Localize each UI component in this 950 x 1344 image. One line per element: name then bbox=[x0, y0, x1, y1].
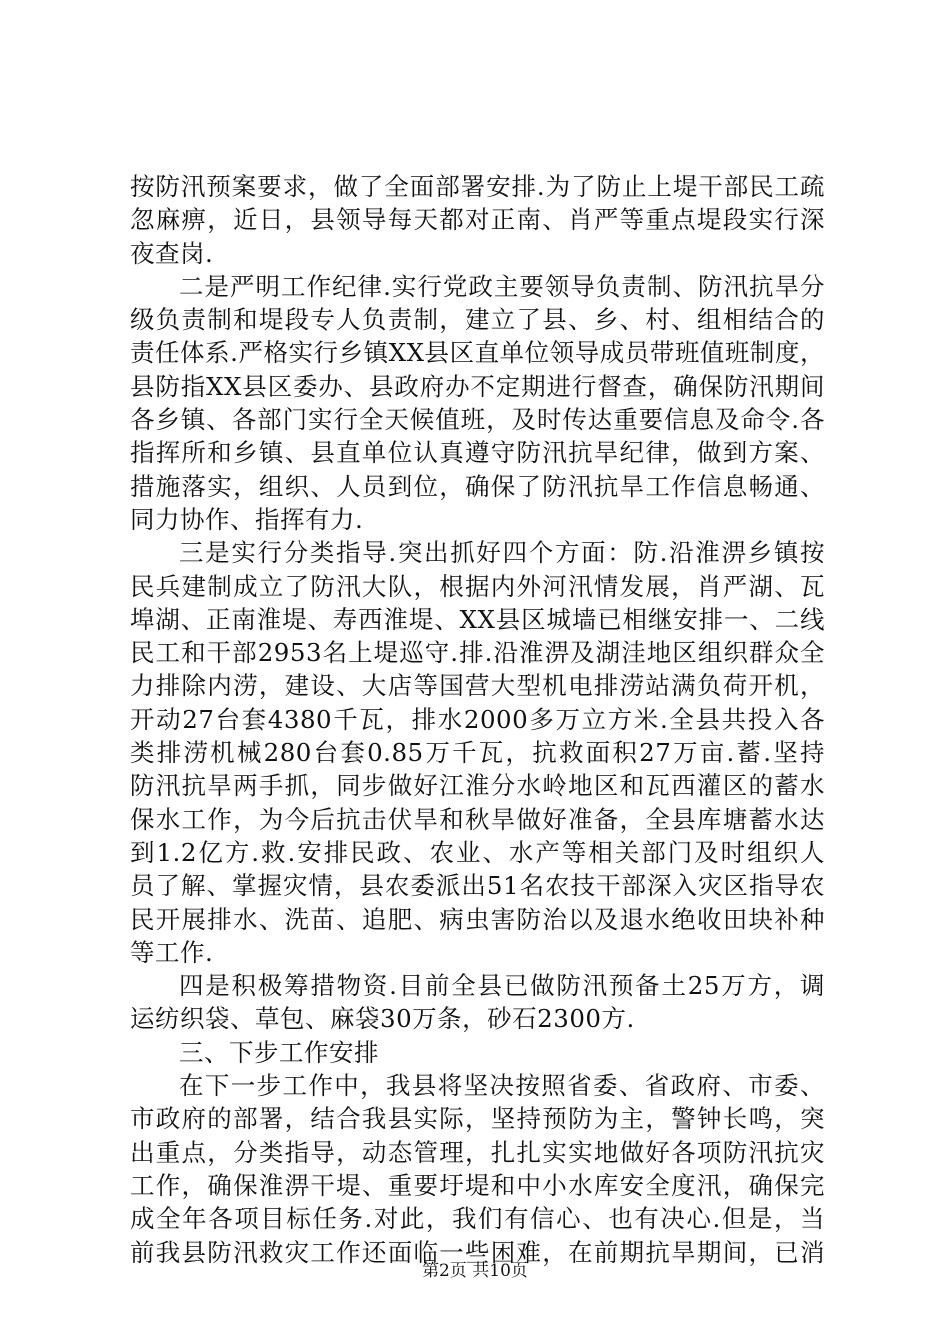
text-line: 四是积极筹措物资.目前全县已做防汛预备土25万方，调 bbox=[179, 971, 825, 1001]
text-line: 市政府的部署，结合我县实际，坚持预防为主，警钟长鸣，突 bbox=[130, 1104, 825, 1134]
page-indicator: 第2页 共10页 bbox=[422, 1261, 528, 1281]
text-line: 等工作. bbox=[130, 937, 214, 967]
text-line: 责任体系.严格实行乡镇XX县区直单位领导成员带班值班制度， bbox=[130, 338, 825, 368]
text-line: 开动27台套4380千瓦，排水2000多万立方米.全县共投入各 bbox=[130, 704, 825, 734]
text-line: 保水工作，为今后抗击伏旱和秋旱做好准备，全县库塘蓄水达 bbox=[130, 804, 825, 834]
text-line: 级负责制和堤段专人负责制，建立了县、乡、村、组相结合的 bbox=[130, 305, 825, 335]
text-line: 前我县防汛救灾工作还面临一些困难，在前期抗旱期间，已消 bbox=[130, 1237, 825, 1267]
text-line: 出重点，分类指导，动态管理，扎扎实实地做好各项防汛抗灾 bbox=[130, 1137, 825, 1167]
text-line: 同力协作、指挥有力. bbox=[130, 504, 364, 534]
text-line: 员了解、掌握灾情，县农委派出51名农技干部深入灾区指导农 bbox=[130, 871, 825, 901]
text-line: 工作，确保淮淠干堤、重要圩堤和中小水库安全度汛，确保完 bbox=[130, 1170, 825, 1200]
text-line: 各乡镇、各部门实行全天候值班，及时传达重要信息及命令.各 bbox=[130, 405, 825, 435]
text-line: 力排除内涝，建设、大店等国营大型机电排涝站满负荷开机， bbox=[130, 671, 825, 701]
text-line: 指挥所和乡镇、县直单位认真遵守防汛抗旱纪律，做到方案、 bbox=[130, 438, 825, 468]
text-line: 到1.2亿方.救.安排民政、农业、水产等相关部门及时组织人 bbox=[130, 837, 825, 867]
page-footer bbox=[0, 1260, 950, 1282]
text-line: 二是严明工作纪律.实行党政主要领导负责制、防汛抗旱分 bbox=[179, 271, 825, 301]
text-line: 防汛抗旱两手抓，同步做好江淮分水岭地区和瓦西灌区的蓄水 bbox=[130, 771, 825, 801]
text-line: 民兵建制成立了防汛大队，根据内外河汛情发展，肖严湖、瓦 bbox=[130, 571, 825, 601]
text-line: 民工和干部2953名上堤巡守.排.沿淮淠及湖洼地区组织群众全 bbox=[130, 638, 825, 668]
section-heading: 三、下步工作安排 bbox=[179, 1037, 379, 1067]
text-line: 三是实行分类指导.突出抓好四个方面：防.沿淮淠乡镇按 bbox=[179, 538, 825, 568]
body-text bbox=[130, 170, 825, 1269]
text-line: 忽麻痹，近日，县领导每天都对正南、肖严等重点堤段实行深 bbox=[130, 205, 825, 235]
text-line: 在下一步工作中，我县将坚决按照省委、省政府、市委、 bbox=[179, 1071, 825, 1101]
text-line: 按防汛预案要求，做了全面部署安排.为了防止上堤干部民工疏 bbox=[130, 172, 825, 201]
text-line: 县防指XX县区委办、县政府办不定期进行督查，确保防汛期间 bbox=[130, 371, 825, 401]
text-line: 成全年各项目标任务.对此，我们有信心、也有决心.但是，当 bbox=[130, 1204, 825, 1234]
text-line: 民开展排水、洗苗、追肥、病虫害防治以及退水绝收田块补种 bbox=[130, 904, 825, 934]
text-line: 埠湖、正南淮堤、寿西淮堤、XX县区城墙已相继安排一、二线 bbox=[130, 604, 825, 634]
text-line: 运纺织袋、草包、麻袋30万条，砂石2300方. bbox=[130, 1004, 635, 1034]
text-line: 夜查岗. bbox=[130, 238, 214, 268]
text-line: 措施落实，组织、人员到位，确保了防汛抗旱工作信息畅通、 bbox=[130, 471, 825, 501]
text-line: 类排涝机械280台套0.85万千瓦，抗救面积27万亩.蓄.坚持 bbox=[130, 738, 825, 768]
